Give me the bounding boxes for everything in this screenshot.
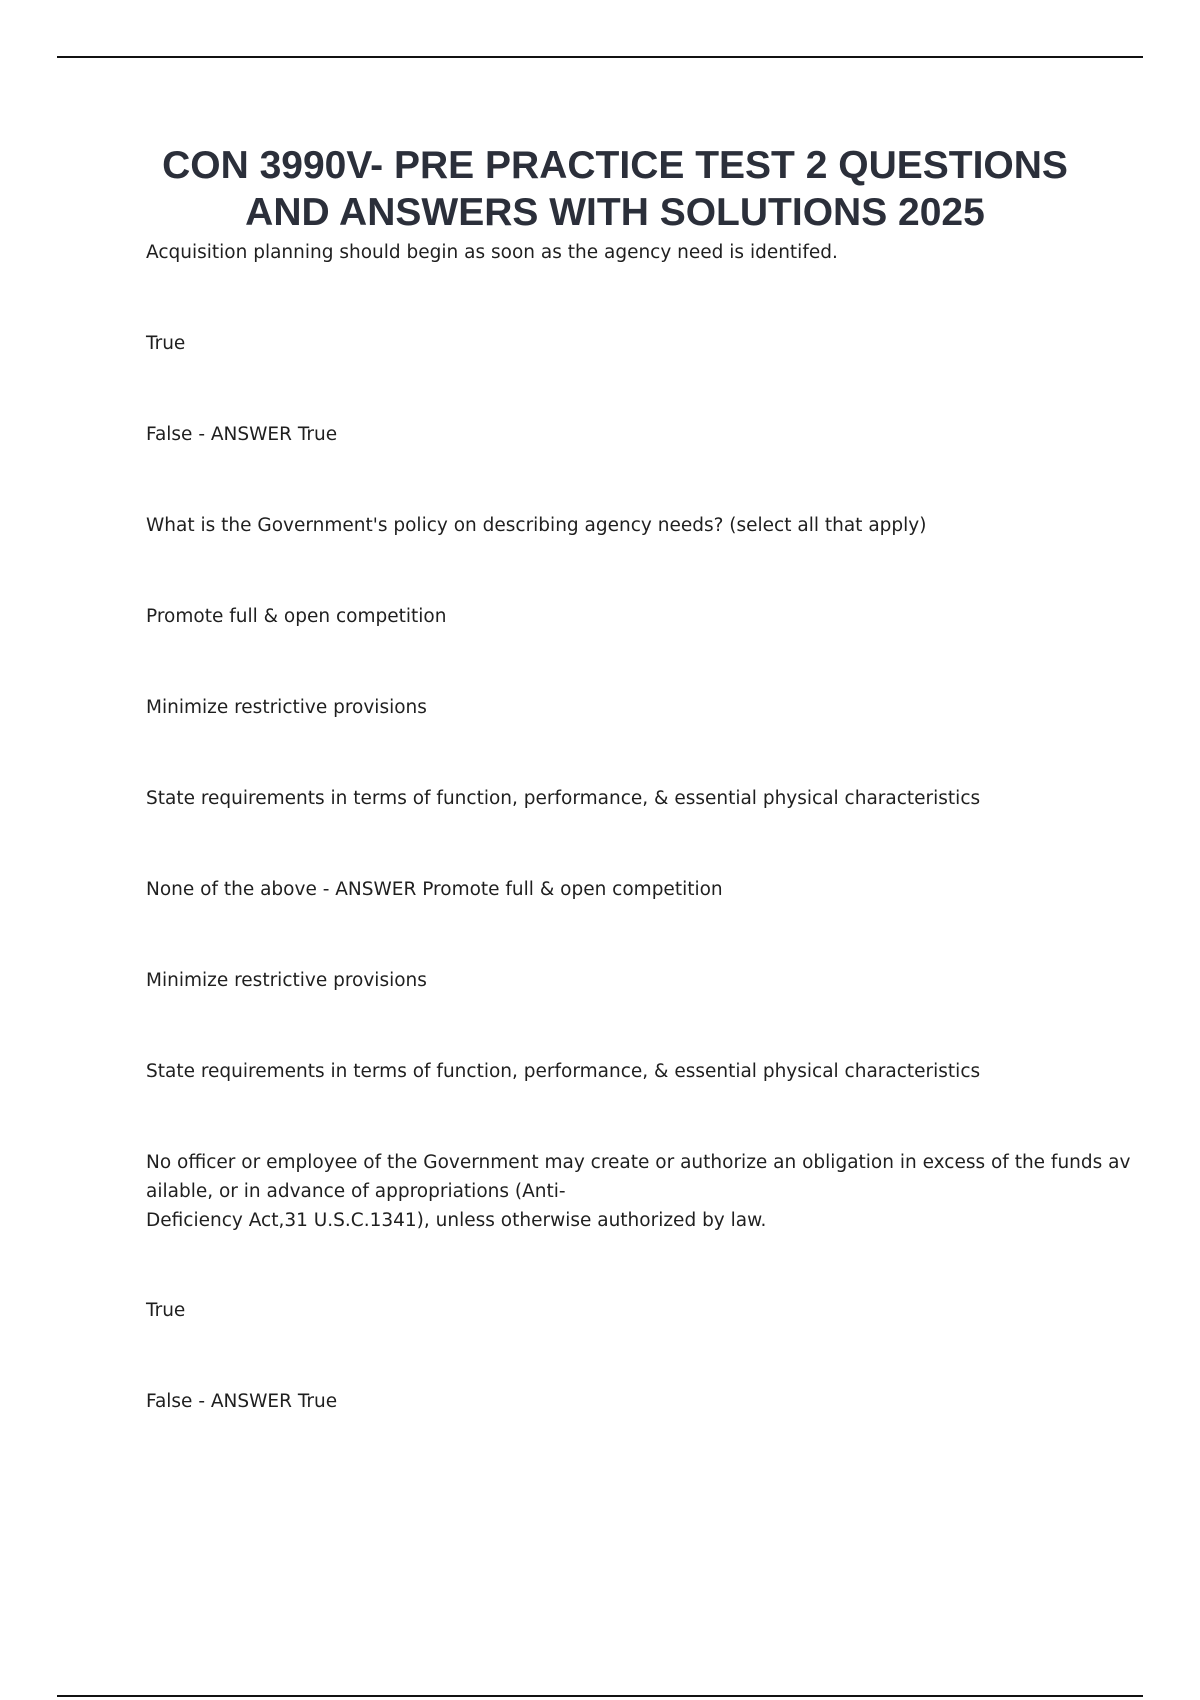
top-rule: [57, 56, 1143, 58]
q3-question-line-3: Deficiency Act,31 U.S.C.1341), unless otherwise authorized by law.: [146, 1210, 767, 1231]
q2-option-2: Minimize restrictive provisions: [146, 697, 427, 718]
title-line-1: CON 3990V- PRE PRACTICE TEST 2 QUESTIONS: [162, 144, 1068, 187]
q1-option-false-answer: False - ANSWER True: [146, 424, 338, 445]
q2-question: What is the Government's policy on describing agency needs? (select all that apply): [146, 515, 927, 536]
q1-option-true: True: [146, 333, 186, 354]
q2-answer-2: Minimize restrictive provisions: [146, 970, 427, 991]
q3-option-true: True: [146, 1300, 186, 1321]
q3-option-false-answer: False - ANSWER True: [146, 1391, 338, 1412]
q3-question-line-1: No officer or employee of the Government may create or authorize an obligation in excess of the funds av: [146, 1152, 1131, 1173]
q2-option-4-answer: None of the above - ANSWER Promote full & open competition: [146, 879, 723, 900]
q2-option-1: Promote full & open competition: [146, 606, 447, 627]
title-line-2: AND ANSWERS WITH SOLUTIONS 2025: [245, 191, 985, 234]
bottom-rule: [57, 1695, 1143, 1697]
q3-question-line-2: ailable, or in advance of appropriations (Anti-: [146, 1181, 566, 1202]
q2-option-3: State requirements in terms of function, performance, & essential physical characteristics: [146, 788, 981, 809]
page-title: [100, 142, 1130, 236]
q3-question: [146, 1148, 1131, 1235]
q2-answer-3: State requirements in terms of function, performance, & essential physical characteristics: [146, 1061, 981, 1082]
q1-question: Acquisition planning should begin as soon as the agency need is identifed.: [146, 242, 838, 263]
